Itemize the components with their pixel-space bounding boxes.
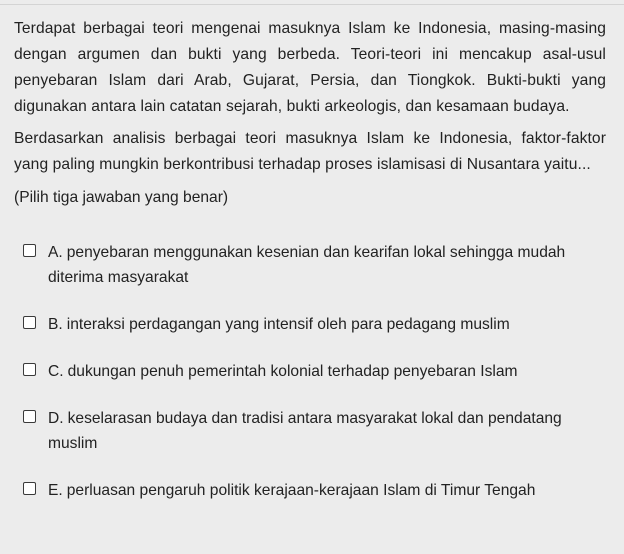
checkbox-d[interactable] (23, 410, 36, 423)
option-text: interaksi perdagangan yang intensif oleh para pedagang muslim (66, 316, 510, 333)
option-letter: E. (48, 482, 63, 499)
top-divider (0, 4, 624, 5)
question-context-paragraph: Terdapat berbagai teori mengenai masuknya Islam ke Indonesia, masing-masing dengan argumen dan bukti yang berbeda. Teori-teori ini mencakup asal-usul penyebaran Islam dari Arab, Gujarat, Persia, dan Tiongkok. Bukti-bukti yang digunakan antara lain catatan sejarah, bukti arkeologis, dan kesamaan budaya. (14, 20, 606, 115)
option-e[interactable] (14, 478, 606, 503)
option-letter: C. (48, 363, 64, 380)
option-text: dukungan penuh pemerintah kolonial terhadap penyebaran Islam (67, 363, 518, 380)
checkbox-b[interactable] (23, 316, 36, 329)
checkbox-c[interactable] (23, 363, 36, 376)
option-letter: A. (48, 244, 63, 261)
question-prompt-paragraph: Berdasarkan analisis berbagai teori masuknya Islam ke Indonesia, faktor-faktor yang paling mungkin berkontribusi terhadap proses islamisasi di Nusantara yaitu... (14, 130, 606, 173)
option-letter: D. (48, 410, 64, 427)
answer-options (14, 240, 606, 503)
checkbox-e[interactable] (23, 482, 36, 495)
option-text: perluasan pengaruh politik kerajaan-kerajaan Islam di Timur Tengah (66, 482, 536, 499)
option-letter: B. (48, 316, 63, 333)
checkbox-a[interactable] (23, 244, 36, 257)
option-text: keselarasan budaya dan tradisi antara masyarakat lokal dan pendatang muslim (48, 410, 562, 452)
question-instruction: (Pilih tiga jawaban yang benar) (14, 189, 229, 206)
option-text: penyebaran menggunakan kesenian dan kearifan lokal sehingga mudah diterima masyarakat (48, 244, 566, 286)
option-a[interactable] (14, 240, 606, 290)
option-b[interactable] (14, 312, 606, 337)
option-c[interactable] (14, 359, 606, 384)
question-container (14, 16, 606, 525)
option-d[interactable] (14, 406, 606, 456)
